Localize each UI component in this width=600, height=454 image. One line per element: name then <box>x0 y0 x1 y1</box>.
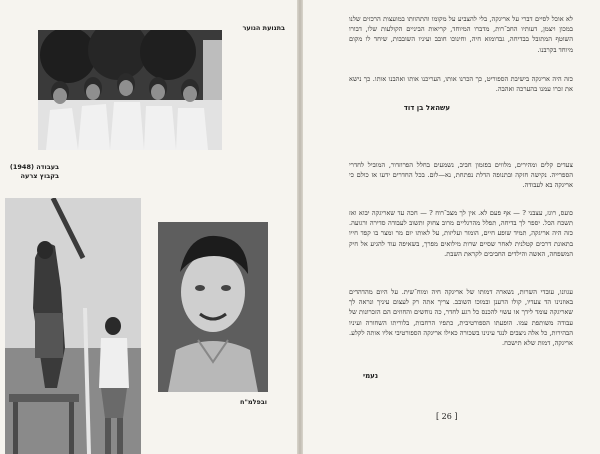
tribute1-signature: עשהאל בן דוד <box>403 104 450 112</box>
tribute2-signature: נעמי <box>363 372 378 380</box>
caption-palmach: ובפלמ"ח <box>240 398 267 406</box>
caption-at-work-place: בקבוץ צרעה <box>20 172 59 180</box>
tribute1-paragraph-1: לא אוכל לסיים דברי על אריגקה, בלי להצביע על מקומו והתהוותו במועצות הרכזים שלנו במכון ויצמן, דעותיו החב־רות, מדברו המיוחד, קריאות הביניים הקולעות שלו, דבורו השוטף המתובל בבדיחה, גבדומוא חיה, וחינוכו חובב ועיניו השובבות, שיחד לו מקום מיוחד בקרבנו. <box>349 15 573 54</box>
work-photo <box>5 198 141 454</box>
tribute2-paragraph-1: צעדים קלים ומהירים, מלווים בפזמון חביב, נשמעים בחלל הפרוזדור, המוביל לחדרי הספרייה. נקישה חזקה ובתנופה הדלת נפתחת, נא—לום. בכל החדרים ידעו אז כולם כי אריגקה בא לעבודה. <box>349 161 573 190</box>
palmach-portrait-photo <box>158 222 268 392</box>
tribute2-paragraph-2: כועס, רוגז, עצבני ? — אף פעם לא. אין לך מצב־רוח ? — חכה עד שאריגקה יבוא ואז תשכח הכל. יספר לך בדיחה, תפלל מהרגליים מרוב צחוק ותשוב לעבודה סדירה ורגועה. כזה היה אריגקה, תמיד שופע חיים, הומור ועליזות, על לאותו יום מר ומצר בו קפד חייו בתאונת דרכים קטלנית לאחר שסיים שרות מילואים מפרך, בשאיפה עוד להגיע אל חיק המשפחה, האשה והילדים החביבים לקראת השבת. <box>349 209 573 258</box>
left-page <box>0 0 297 454</box>
tribute1-paragraph-2: כזה היה אריגקה בישיבת הספוריט, כך הכרנו אותו, העריכנו אותו ואהבנו אותו. כך נישא את זכרו עמנו בהערכה ואהבה. <box>349 75 573 94</box>
tribute2-paragraph-3: עגוונו, עובדי השרות, נשארה דמותו של אריגקה חיה ומוח־שית. על היום מהדהדים באוזנינו הד צעדיו, קולו הרענן ובמוכו השובב. צריך אתה רק לעצום עיניך ונראה לך שאריגקה עומד לידך או עשוי להכנס כל רגע לחדר, כה נוחשים והחוזים הם הזכרונות של עבודה משותפת עמו. הופעתו הספורטיבית, כתפיו הרחבות, בלוריתו השחורה ועיניו הבהירות, כל אלה ניצבים לנגד עינינו בשכורה כאילו אריגקה הספורטיבי אליו אותה לקלע. אריגקה, דמות שלא תישכח. <box>349 288 573 348</box>
right-page <box>303 0 600 454</box>
caption-at-work-year: בעבודה (1948) <box>9 163 59 171</box>
youth-group-photo <box>38 30 222 150</box>
caption-youth-movement: בתנועת הנוער <box>242 24 285 32</box>
page-number: [ 26 ] <box>436 412 458 421</box>
